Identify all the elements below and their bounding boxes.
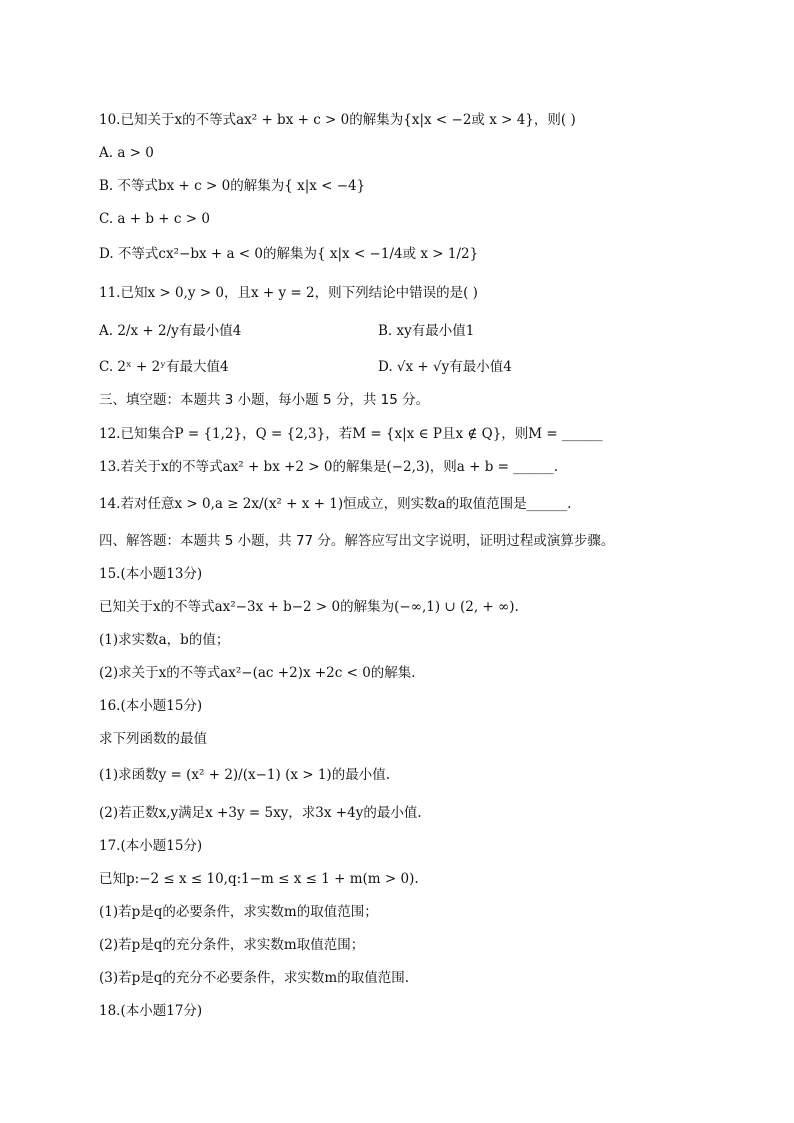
- q18-title: 18.(本小题17分): [99, 1003, 203, 1019]
- q12-text: 12.已知集合P = {1,2}，Q = {2,3}，若M = {x|x ∈ P且x ∉ Q}，则M = ______: [99, 426, 603, 442]
- q10-option-a: A. a > 0: [99, 145, 154, 161]
- q11-option-b: B. xy有最小值1: [378, 323, 475, 339]
- q17-part-2: (2)若p是q的充分条件，求实数m取值范围；: [99, 937, 365, 953]
- q15-stem: 已知关于x的不等式ax²−3x + b−2 > 0的解集为(−∞,1) ∪ (2, + ∞).: [99, 599, 519, 615]
- q10-option-c: C. a + b + c > 0: [99, 211, 210, 227]
- q16-stem: 求下列函数的最值: [99, 731, 207, 747]
- q17-part-3: (3)若p是q的充分不必要条件，求实数m的取值范围.: [99, 970, 409, 986]
- q11-option-a: A. 2/x + 2/y有最小值4: [99, 323, 242, 339]
- q11-option-d: D. √x + √y有最小值4: [378, 359, 512, 375]
- q15-part-2: (2)求关于x的不等式ax²−(ac +2)x +2c < 0的解集.: [99, 665, 416, 681]
- section-4-heading: 四、解答题：本题共 5 小题，共 77 分。解答应写出文字说明，证明过程或演算步骤。: [99, 533, 615, 549]
- q17-stem: 已知p:−2 ≤ x ≤ 10,q:1−m ≤ x ≤ 1 + m(m > 0).: [99, 871, 419, 887]
- q16-part-1: (1)求函数y = (x² + 2)/(x−1) (x > 1)的最小值.: [99, 767, 390, 783]
- q11-option-c: C. 2ˣ + 2ʸ有最大值4: [99, 359, 229, 375]
- q10-stem: 10.已知关于x的不等式ax² + bx + c > 0的解集为{x|x < −2或 x > 4}，则( ): [99, 112, 576, 128]
- q14-text: 14.若对任意x > 0,a ≥ 2x/(x² + x + 1)恒成立，则实数a的取值范围是______.: [99, 496, 572, 512]
- q17-part-1: (1)若p是q的必要条件，求实数m的取值范围；: [99, 904, 378, 920]
- q15-title: 15.(本小题13分): [99, 566, 203, 582]
- q15-part-1: (1)求实数a，b的值；: [99, 632, 230, 648]
- section-3-heading: 三、填空题：本题共 3 小题，每小题 5 分，共 15 分。: [99, 392, 430, 408]
- q11-stem: 11.已知x > 0,y > 0，且x + y = 2，则下列结论中错误的是( ): [99, 285, 478, 301]
- q10-option-b: B. 不等式bx + c > 0的解集为{ x|x < −4}: [99, 178, 366, 194]
- q13-text: 13.若关于x的不等式ax² + bx +2 > 0的解集是(−2,3)，则a + b = ______.: [99, 459, 559, 475]
- q10-option-d: D. 不等式cx²−bx + a < 0的解集为{ x|x < −1/4或 x > 1/2}: [99, 246, 479, 262]
- q16-title: 16.(本小题15分): [99, 698, 203, 714]
- q16-part-2: (2)若正数x,y满足x +3y = 5xy，求3x +4y的最小值.: [99, 805, 422, 821]
- q17-title: 17.(本小题15分): [99, 838, 203, 854]
